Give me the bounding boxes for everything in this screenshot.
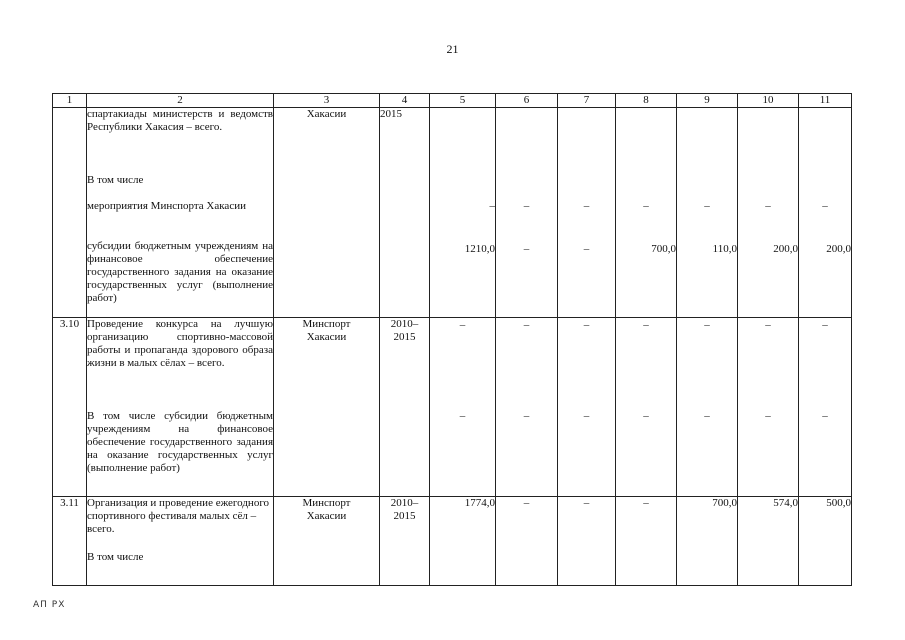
column-header: 9 — [677, 94, 738, 108]
value-cell: – — [459, 410, 466, 422]
value-cell: – — [643, 200, 649, 212]
value-cell: – — [489, 200, 495, 212]
description-line: субсидии бюджетным учреждениям на финансовое обеспечение государственного задания на оказание государственных услуг (выполнение работ) — [87, 240, 273, 304]
row-number — [53, 108, 87, 318]
row-number: 3.11 — [53, 497, 87, 586]
value-cell: – — [583, 319, 590, 331]
row-period: 2010–2015 — [380, 318, 430, 497]
column-header: 6 — [496, 94, 558, 108]
row-executor: Минспорт Хакасии — [274, 497, 380, 586]
value-cell: 700,0 — [651, 243, 676, 255]
row-executor: Хакасии — [274, 108, 380, 318]
program-table — [52, 93, 852, 586]
value-cell: – — [459, 319, 466, 331]
description-line: В том числе субсидии бюджетным учреждениям на финансовое обеспечение государственного задания на оказание государственных услуг (выполнение работ) — [87, 410, 273, 474]
description-line: В том числе — [87, 174, 144, 186]
value-cell: 574,0 — [738, 497, 799, 586]
value-cell: 1774,0 — [430, 497, 496, 586]
column-header: 1 — [53, 94, 87, 108]
description-line: спартакиады министерств и ведомств Республики Хакасия – всего. — [87, 108, 273, 133]
value-cell: – — [822, 410, 828, 422]
column-header: 5 — [430, 94, 496, 108]
value-cell: – — [523, 410, 530, 422]
row-period: 2010–2015 — [380, 497, 430, 586]
value-cell: 700,0 — [677, 497, 738, 586]
value-cell: 110,0 — [712, 243, 737, 255]
value-cell: – — [583, 200, 590, 212]
column-header: 4 — [380, 94, 430, 108]
footer-mark: АП РХ — [33, 600, 66, 610]
value-cell: – — [643, 319, 649, 331]
row-description — [87, 318, 274, 497]
value-cell: – — [765, 319, 771, 331]
value-cell: – — [523, 243, 530, 255]
value-cell: – — [583, 243, 590, 255]
value-cell: – — [822, 200, 828, 212]
value-cell: – — [704, 319, 710, 331]
page-number: 21 — [446, 42, 459, 56]
value-cell: – — [523, 319, 530, 331]
value-cell: – — [558, 497, 616, 586]
column-header: 2 — [87, 94, 274, 108]
description-line: мероприятия Минспорта Хакасии — [87, 200, 246, 212]
table-row — [53, 318, 852, 497]
value-cell: 1210,0 — [464, 243, 495, 255]
column-header: 11 — [799, 94, 852, 108]
row-number: 3.10 — [53, 318, 87, 497]
row-period: 2015 — [380, 108, 430, 318]
description-line: Организация и проведение ежегодного спортивного фестиваля малых сёл – всего. — [87, 497, 270, 535]
row-description — [87, 497, 274, 586]
row-executor: Минспорт Хакасии — [274, 318, 380, 497]
value-cell: – — [523, 200, 530, 212]
column-header: 7 — [558, 94, 616, 108]
header-row — [53, 94, 852, 108]
value-cell: – — [616, 497, 677, 586]
column-header: 10 — [738, 94, 799, 108]
value-cell: – — [704, 200, 710, 212]
table-row — [53, 497, 852, 586]
value-cell: – — [765, 410, 771, 422]
value-cell: – — [496, 497, 558, 586]
description-line: В том числе — [87, 551, 144, 563]
row-description — [87, 108, 274, 318]
value-cell: – — [765, 200, 771, 212]
value-cell: 500,0 — [799, 497, 852, 586]
column-header: 3 — [274, 94, 380, 108]
value-cell: 200,0 — [773, 243, 798, 255]
value-cell: – — [583, 410, 590, 422]
value-cell: – — [643, 410, 649, 422]
value-cell: – — [822, 319, 828, 331]
column-header: 8 — [616, 94, 677, 108]
description-line: Проведение конкурса на лучшую организацию спортивно-массовой работы и пропаганда здорового образа жизни в малых сёлах – всего. — [87, 318, 273, 369]
value-cell: – — [704, 410, 710, 422]
value-cell: 200,0 — [826, 243, 851, 255]
table-row — [53, 108, 852, 318]
